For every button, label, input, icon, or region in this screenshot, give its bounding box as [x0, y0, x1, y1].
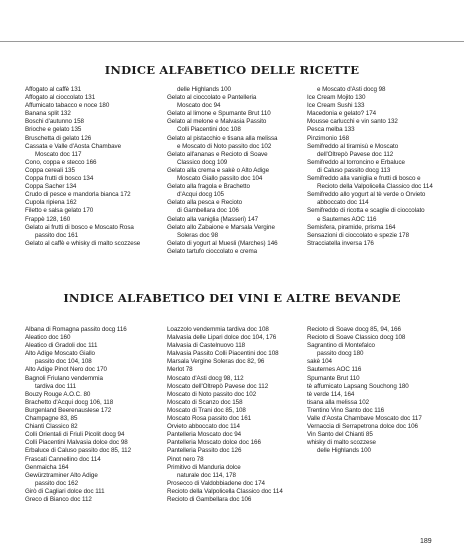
index-entry: Aleatico doc 160 — [25, 334, 71, 342]
index-entry: Cupola ripiena 162 — [25, 199, 77, 207]
index-entry: Sagrantino di Montefalco — [307, 342, 375, 350]
index-entry: Gelato al melone e Malvasia Passito — [167, 118, 267, 126]
index-entry-continuation: e Moscato d'Asti docg 98 — [317, 86, 386, 93]
index-entry: Frappè 128, 160 — [25, 215, 71, 223]
index-entry-continuation: delle Highlands 100 — [317, 447, 371, 455]
ricette-column-1 — [25, 86, 165, 248]
index-entry-continuation: dell'Oltrepò Pavese doc 112 — [317, 150, 394, 158]
index-entry: Malvasia Passito Colli Piacentini doc 108 — [167, 350, 279, 358]
index-entry: Moscato di Noto passito doc 102 — [167, 390, 257, 398]
index-entry: Coppa frutti di bosco 134 — [25, 175, 94, 183]
ricette-column-3 — [307, 86, 447, 248]
index-entry: tè verde 114, 164 — [307, 390, 355, 398]
index-entry: Moscato d'Asti docg 98, 112 — [167, 374, 244, 382]
index-entry: Affogato al caffè 131 — [25, 86, 82, 93]
index-entry: Semisfera, piramide, prisma 164 — [307, 223, 396, 231]
index-entry: Gelato alla vaniglia (Masseri) 147 — [167, 215, 259, 223]
page-number: 189 — [420, 538, 432, 545]
index-entry: Pantelleria Moscato dolce doc 166 — [167, 439, 261, 447]
index-entry: Filetto e salsa gelato 170 — [25, 207, 94, 215]
index-entry: Brachetto d'Acqui docg 106, 118 — [25, 398, 114, 406]
index-entry-continuation: passito doc 104, 108 — [35, 358, 92, 366]
index-entry: Greco di Bianco doc 112 — [25, 495, 92, 503]
index-entry-continuation: delle Highlands 100 — [177, 86, 231, 93]
index-entry: Coppa cereali 135 — [25, 166, 75, 174]
index-entry: Malvasia delle Lipari dolce doc 104, 176 — [167, 334, 277, 342]
index-entry: tè affumicato Lapsang Souchong 180 — [307, 382, 409, 390]
index-entry: Recioto di Soave docg 85, 94, 166 — [307, 326, 401, 333]
index-entry: Ice Cream Mojito 130 — [307, 94, 366, 102]
index-entry: Champagne 83, 85 — [25, 415, 78, 423]
index-entry: Gelato al cioccolato e Pantelleria — [167, 94, 257, 102]
index-entry-continuation: Moscato doc 94 — [177, 102, 221, 110]
index-entry-continuation: di Gambellara doc 106 — [177, 207, 239, 215]
index-entry: Primitivo di Manduria dolce — [167, 463, 241, 471]
index-entry: Gelato ai frutti di bosco e Moscato Rosa — [25, 223, 134, 231]
index-entry: Gelato di yogurt al Muesli (Marches) 146 — [167, 239, 278, 247]
index-entry: Gelato alla crema e sakè o Alto Adige — [167, 166, 270, 174]
index-entry-continuation: e Sauternes AOC 116 — [317, 215, 377, 223]
index-entry: Frascati Cannellino doc 114 — [25, 455, 101, 463]
index-entry: Moscato dell'Oltrepò Pavese doc 112 — [167, 382, 269, 390]
index-entry-continuation: e Moscato di Noto passito doc 102 — [177, 142, 272, 150]
index-entry: Gelato all'ananas e Recioto di Soave — [167, 150, 268, 158]
index-entry: Burgenland Beerenauslese 172 — [25, 406, 112, 414]
index-entry: tisana alla melissa 102 — [307, 398, 370, 406]
index-entry: Colli Piacentini Malvasia dolce doc 98 — [25, 439, 128, 447]
index-entry-continuation: naturale doc 114, 178 — [177, 471, 236, 479]
index-entry: Sensazioni di cioccolato e spezie 178 — [307, 231, 410, 239]
index-entry: Semifreddo alla vaniglia e frutti di bosco e — [307, 175, 421, 183]
index-entry: sakè 104 — [307, 358, 332, 366]
index-entry-continuation: passito doc 162 — [35, 479, 79, 487]
index-entry: Pinzimonio 168 — [307, 134, 350, 142]
index-entry: Malvasia di Castelnuovo 118 — [167, 342, 246, 350]
index-entry: Gelato al limone e Spumante Brut 110 — [167, 110, 271, 118]
index-entry: Gelato al pistacchio e tisana alla melissa — [167, 134, 278, 142]
index-entry-continuation: Recioto della Valpolicella Classico doc 114 — [317, 183, 433, 191]
index-entry: Albana di Romagna passito docg 116 — [25, 326, 127, 333]
index-entry: Genmaicha 164 — [25, 463, 69, 471]
index-entry: Sauternes AOC 116 — [307, 366, 362, 374]
index-entry: Alto Adige Pinot Nero doc 170 — [25, 366, 107, 374]
index-entry: Girò di Cagliari dolce doc 111 — [25, 487, 105, 495]
index-entry: Aleatico di Gradoli doc 111 — [25, 342, 98, 350]
index-entry: Pantelleria Passito doc 126 — [167, 447, 242, 455]
index-entry: Moscato Rosa passito doc 161 — [167, 415, 252, 423]
index-entry: Marsala Vergine Soleras doc 82, 96 — [167, 358, 265, 366]
index-entry: Pantelleria Moscato doc 94 — [167, 431, 242, 439]
index-entry: Semifreddo al torroncino e Erbaluce — [307, 158, 405, 166]
index-entry: Banana split 132 — [25, 110, 71, 118]
index-entry: Recioto di Soave Classico docg 108 — [307, 334, 406, 342]
index-entry: Mousse carlucchi e vin santo 132 — [307, 118, 398, 126]
index-entry-continuation: tardiva doc 111 — [35, 382, 77, 390]
index-entry: Vin Santo del Chianti 85 — [307, 431, 373, 439]
index-entry-continuation: Moscato doc 117 — [35, 150, 82, 158]
index-entry: Semifreddo allo yogurt al tè verde o Orvieto — [307, 191, 426, 199]
index-entry: Crudo di pesce e mandorla bianca 172 — [25, 191, 131, 199]
top-rule — [0, 41, 464, 42]
index-entry: Macedonia e gelato? 174 — [307, 110, 377, 118]
index-entry-continuation: Soleras doc 98 — [177, 231, 218, 239]
index-entry: Gelato tartufo cioccolato e crema — [167, 247, 258, 255]
index-entry: Recioto della Valpolicella Classico doc 114 — [167, 487, 283, 495]
index-entry: Gewürztraminer Alto Adige — [25, 471, 98, 479]
index-entry: Recioto di Gambellara doc 106 — [167, 495, 252, 503]
index-entry: Orvieto abboccato doc 114 — [167, 423, 240, 431]
index-entry: Semifreddo di ricotta e scaglie di cioccolato — [307, 207, 425, 215]
index-entry: Spumante Brut 110 — [307, 374, 360, 382]
index-entry: Boschi d'autunno 158 — [25, 118, 84, 126]
index-entry-continuation: Colli Piacentini doc 108 — [177, 126, 241, 134]
index-entry: Pinot nero 78 — [167, 455, 204, 463]
vini-column-3 — [307, 326, 447, 456]
index-entry: whisky di malto scozzese — [307, 439, 376, 447]
index-entry: Gelato alla pesca e Recioto — [167, 199, 243, 207]
index-entry-continuation: d'Acqui docg 105 — [177, 191, 224, 199]
index-entry-continuation: Moscato Giallo passito doc 104 — [177, 175, 263, 183]
index-entry: Vernaccia di Serrapetrona dolce doc 106 — [307, 423, 418, 431]
index-entry: Semifreddo al tiramisù e Moscato — [307, 142, 399, 150]
index-entry: Alto Adige Moscato Giallo — [25, 350, 95, 358]
index-entry: Cono, coppa e stecco 166 — [25, 158, 97, 166]
index-entry: Trentino Vino Santo doc 116 — [307, 406, 385, 414]
index-entry: Gelato allo Zabaione e Marsala Vergine — [167, 223, 275, 231]
index-entry: Moscato di Scanzo doc 158 — [167, 398, 243, 406]
index-entry: Chianti Classico 82 — [25, 423, 78, 431]
index-entry: Erbaluce di Caluso passito doc 85, 112 — [25, 447, 132, 455]
index-entry-continuation: abboccato doc 114 — [317, 199, 369, 207]
index-entry-continuation: passito docg 180 — [317, 350, 364, 358]
index-entry: Affumicato tabacco e noce 180 — [25, 102, 110, 110]
vini-column-2 — [167, 326, 307, 504]
index-entry: Gelato alla fragola e Brachetto — [167, 183, 250, 191]
index-entry: Loazzolo vendemmia tardiva doc 108 — [167, 326, 269, 333]
index-entry: Pesca melba 133 — [307, 126, 355, 134]
index-entry: Cassata e Valle d'Aosta Chambave — [25, 142, 122, 150]
section-title-ricette: INDICE ALFABETICO DELLE RICETTE — [104, 63, 360, 77]
index-entry-continuation: di Caluso passito docg 113 — [317, 166, 391, 174]
index-entry: Bruschetta di gelato 126 — [25, 134, 92, 142]
index-entry-continuation: passito doc 161 — [35, 231, 79, 239]
index-entry: Coppa Sacher 134 — [25, 183, 77, 191]
section-title-vini: INDICE ALFABETICO DEI VINI E ALTRE BEVANDE — [63, 291, 401, 305]
index-entry: Gelato al caffè e whisky di malto scozzese — [25, 239, 141, 247]
index-entry: Moscato di Trani doc 85, 108 — [167, 406, 246, 414]
index-entry: Colli Orientali di Friuli Picolit docg 94 — [25, 431, 125, 439]
index-entry: Ice Cream Sushi 133 — [307, 102, 365, 110]
index-entry: Prosecco di Valdobbiadene doc 174 — [167, 479, 265, 487]
ricette-column-2 — [167, 86, 307, 256]
index-entry-continuation: Classico docg 109 — [177, 158, 228, 166]
index-entry: Brioche e gelato 135 — [25, 126, 82, 134]
index-entry: Stracciatella inversa 176 — [307, 239, 374, 247]
index-entry: Valle d'Aosta Chambave Moscato doc 117 — [307, 415, 422, 423]
index-entry: Bouzy Rouge A.O.C. 80 — [25, 390, 91, 398]
vini-column-1 — [25, 326, 165, 504]
index-entry: Affogato al cioccolato 131 — [25, 94, 96, 102]
index-entry: Bagnoli Friulano vendemmia — [25, 374, 103, 382]
index-entry: Merlot 78 — [167, 366, 193, 374]
